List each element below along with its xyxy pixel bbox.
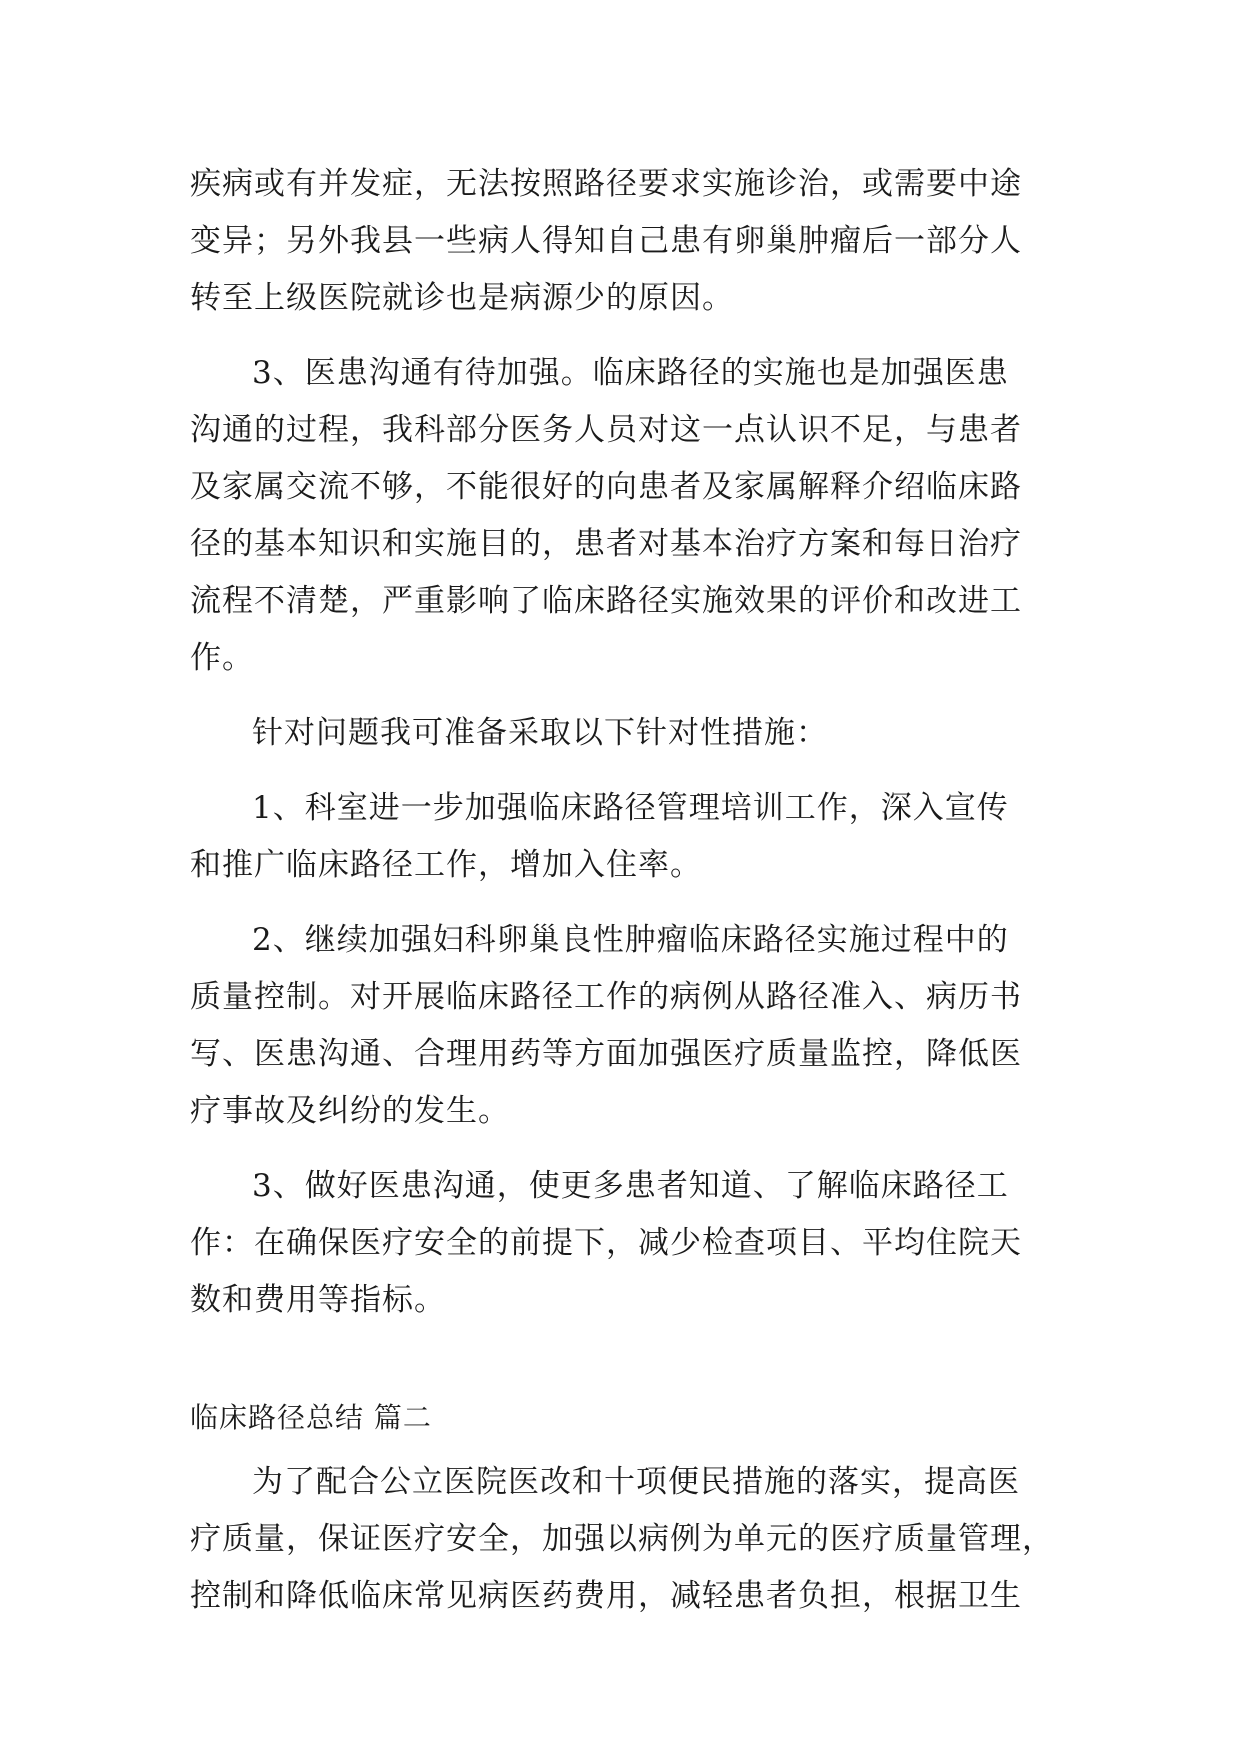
paragraph [190, 912, 1050, 1140]
text-line: 3、医患沟通有待加强。临床路径的实施也是加强医患 [252, 355, 1009, 391]
text-line: 沟通的过程，我科部分医务人员对这一点认识不足，与患者 [190, 412, 1022, 448]
section-heading: 临床路径总结 篇二 [190, 1401, 432, 1434]
text-line: 径的基本知识和实施目的，患者对基本治疗方案和每日治疗 [190, 526, 1022, 562]
text-line: 变异；另外我县一些病人得知自己患有卵巢肿瘤后一部分人 [190, 223, 1022, 259]
document-body [190, 156, 1054, 1625]
paragraph [190, 1454, 1054, 1625]
paragraph [190, 1158, 1050, 1329]
text-line: 1、科室进一步加强临床路径管理培训工作，深入宣传 [252, 790, 1009, 826]
paragraph [190, 705, 1050, 762]
text-line: 针对问题我可准备采取以下针对性措施： [252, 715, 828, 751]
text-line: 疾病或有并发症，无法按照路径要求实施诊治，或需要中途 [190, 166, 1022, 202]
text-line: 疗事故及纠纷的发生。 [190, 1093, 510, 1129]
paragraph [190, 156, 1050, 327]
text-line: 流程不清楚，严重影响了临床路径实施效果的评价和改进工 [190, 583, 1022, 619]
text-line: 疗质量，保证医疗安全，加强以病例为单元的医疗质量管理， [190, 1521, 1054, 1557]
text-line: 3、做好医患沟通，使更多患者知道、了解临床路径工 [252, 1168, 1009, 1204]
text-line: 控制和降低临床常见病医药费用，减轻患者负担，根据卫生 [190, 1578, 1022, 1614]
text-line: 和推广临床路径工作，增加入住率。 [190, 847, 702, 883]
text-line: 作。 [190, 640, 254, 676]
text-line: 数和费用等指标。 [190, 1282, 446, 1318]
text-line: 及家属交流不够，不能很好的向患者及家属解释介绍临床路 [190, 469, 1022, 505]
paragraph [190, 780, 1050, 894]
text-line: 写、医患沟通、合理用药等方面加强医疗质量监控，降低医 [190, 1036, 1022, 1072]
paragraph [190, 345, 1050, 687]
text-line: 2、继续加强妇科卵巢良性肿瘤临床路径实施过程中的 [252, 922, 1009, 958]
text-line: 为了配合公立医院医改和十项便民措施的落实，提高医 [252, 1464, 1020, 1500]
text-line: 作：在确保医疗安全的前提下，减少检查项目、平均住院天 [190, 1225, 1022, 1261]
text-line: 质量控制。对开展临床路径工作的病例从路径准入、病历书 [190, 979, 1022, 1015]
text-line: 转至上级医院就诊也是病源少的原因。 [190, 280, 734, 316]
